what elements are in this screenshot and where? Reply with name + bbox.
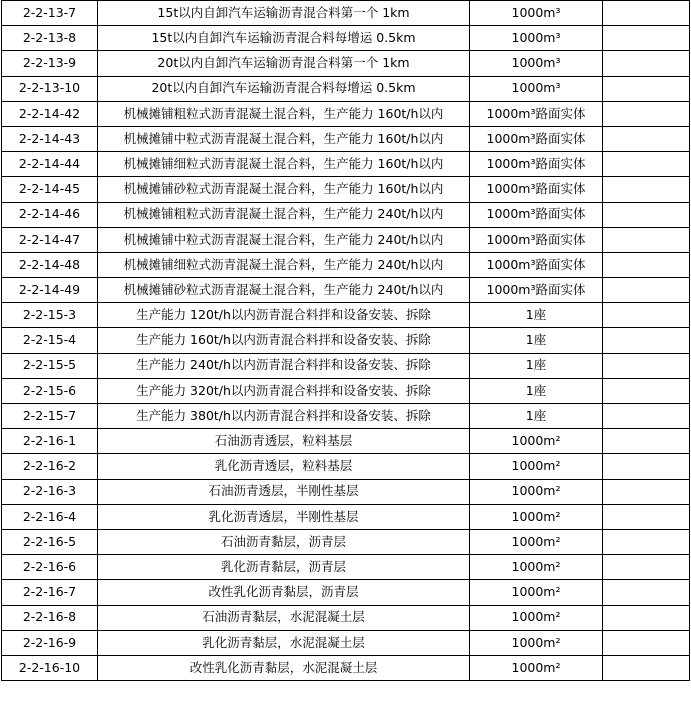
row-unit: 1座 <box>470 303 603 328</box>
table-row <box>2 378 690 403</box>
row-empty-cell <box>603 580 690 605</box>
row-unit: 1000m² <box>470 504 603 529</box>
row-unit: 1000m² <box>470 655 603 680</box>
table-row <box>2 529 690 554</box>
row-name: 乳化沥青透层，半刚性基层 <box>98 504 470 529</box>
row-unit: 1000m² <box>470 454 603 479</box>
row-empty-cell <box>603 404 690 429</box>
row-unit: 1000m³路面实体 <box>470 177 603 202</box>
table-row <box>2 76 690 101</box>
row-name: 机械摊铺粗粒式沥青混凝土混合料，生产能力 240t/h以内 <box>98 202 470 227</box>
row-empty-cell <box>603 303 690 328</box>
row-code: 2-2-16-10 <box>2 655 98 680</box>
table-row <box>2 404 690 429</box>
row-empty-cell <box>603 252 690 277</box>
row-code: 2-2-14-49 <box>2 278 98 303</box>
row-name: 石油沥青透层，粒料基层 <box>98 429 470 454</box>
row-empty-cell <box>603 454 690 479</box>
row-name: 15t以内自卸汽车运输沥青混合料每增运 0.5km <box>98 26 470 51</box>
row-code: 2-2-14-45 <box>2 177 98 202</box>
table-row <box>2 479 690 504</box>
row-code: 2-2-16-2 <box>2 454 98 479</box>
table-row <box>2 152 690 177</box>
row-code: 2-2-16-1 <box>2 429 98 454</box>
row-code: 2-2-16-3 <box>2 479 98 504</box>
row-unit: 1000m³路面实体 <box>470 252 603 277</box>
row-code: 2-2-15-3 <box>2 303 98 328</box>
row-unit: 1座 <box>470 378 603 403</box>
row-code: 2-2-15-4 <box>2 328 98 353</box>
table-row <box>2 177 690 202</box>
row-unit: 1000m³ <box>470 76 603 101</box>
table-row <box>2 504 690 529</box>
row-unit: 1000m² <box>470 479 603 504</box>
row-code: 2-2-16-4 <box>2 504 98 529</box>
row-name: 乳化沥青透层，粒料基层 <box>98 454 470 479</box>
row-name: 改性乳化沥青黏层，水泥混凝土层 <box>98 655 470 680</box>
row-name: 乳化沥青黏层，水泥混凝土层 <box>98 630 470 655</box>
row-unit: 1000m³路面实体 <box>470 227 603 252</box>
row-empty-cell <box>603 126 690 151</box>
row-code: 2-2-15-5 <box>2 353 98 378</box>
row-name: 石油沥青黏层，水泥混凝土层 <box>98 605 470 630</box>
table-row <box>2 580 690 605</box>
row-name: 20t以内自卸汽车运输沥青混合料第一个 1km <box>98 51 470 76</box>
row-code: 2-2-14-43 <box>2 126 98 151</box>
row-unit: 1000m³路面实体 <box>470 202 603 227</box>
row-name: 机械摊铺中粒式沥青混凝土混合料，生产能力 160t/h以内 <box>98 126 470 151</box>
row-name: 石油沥青黏层，沥青层 <box>98 529 470 554</box>
table-row <box>2 227 690 252</box>
row-name: 石油沥青透层，半刚性基层 <box>98 479 470 504</box>
table-row <box>2 126 690 151</box>
row-name: 生产能力 240t/h以内沥青混合料拌和设备安装、拆除 <box>98 353 470 378</box>
row-empty-cell <box>603 227 690 252</box>
row-code: 2-2-14-46 <box>2 202 98 227</box>
row-code: 2-2-13-7 <box>2 1 98 26</box>
table-row <box>2 605 690 630</box>
quota-table <box>1 0 690 681</box>
row-unit: 1000m² <box>470 529 603 554</box>
row-empty-cell <box>603 177 690 202</box>
row-empty-cell <box>603 152 690 177</box>
row-name: 机械摊铺细粒式沥青混凝土混合料，生产能力 240t/h以内 <box>98 252 470 277</box>
row-name: 生产能力 160t/h以内沥青混合料拌和设备安装、拆除 <box>98 328 470 353</box>
row-empty-cell <box>603 51 690 76</box>
row-empty-cell <box>603 504 690 529</box>
row-name: 15t以内自卸汽车运输沥青混合料第一个 1km <box>98 1 470 26</box>
row-unit: 1座 <box>470 404 603 429</box>
table-row <box>2 252 690 277</box>
table-row <box>2 353 690 378</box>
table-row <box>2 202 690 227</box>
table-row <box>2 655 690 680</box>
row-code: 2-2-15-7 <box>2 404 98 429</box>
row-empty-cell <box>603 76 690 101</box>
row-name: 生产能力 380t/h以内沥青混合料拌和设备安装、拆除 <box>98 404 470 429</box>
row-unit: 1000m³ <box>470 26 603 51</box>
table-row <box>2 278 690 303</box>
row-name: 乳化沥青黏层，沥青层 <box>98 555 470 580</box>
row-unit: 1000m² <box>470 555 603 580</box>
row-name: 生产能力 120t/h以内沥青混合料拌和设备安装、拆除 <box>98 303 470 328</box>
row-empty-cell <box>603 655 690 680</box>
row-empty-cell <box>603 630 690 655</box>
table-row <box>2 51 690 76</box>
row-name: 生产能力 320t/h以内沥青混合料拌和设备安装、拆除 <box>98 378 470 403</box>
quota-table-body <box>2 1 690 681</box>
row-empty-cell <box>603 429 690 454</box>
table-row <box>2 328 690 353</box>
row-code: 2-2-16-9 <box>2 630 98 655</box>
row-empty-cell <box>603 328 690 353</box>
row-code: 2-2-13-10 <box>2 76 98 101</box>
table-row <box>2 454 690 479</box>
row-unit: 1000m³路面实体 <box>470 152 603 177</box>
row-empty-cell <box>603 202 690 227</box>
row-code: 2-2-13-8 <box>2 26 98 51</box>
row-name: 机械摊铺粗粒式沥青混凝土混合料，生产能力 160t/h以内 <box>98 101 470 126</box>
row-code: 2-2-14-42 <box>2 101 98 126</box>
row-unit: 1000m³ <box>470 1 603 26</box>
row-unit: 1000m³路面实体 <box>470 278 603 303</box>
row-unit: 1000m² <box>470 580 603 605</box>
row-empty-cell <box>603 479 690 504</box>
table-row <box>2 303 690 328</box>
row-empty-cell <box>603 101 690 126</box>
row-name: 改性乳化沥青黏层，沥青层 <box>98 580 470 605</box>
row-code: 2-2-16-6 <box>2 555 98 580</box>
row-empty-cell <box>603 555 690 580</box>
row-unit: 1000m² <box>470 630 603 655</box>
table-row <box>2 101 690 126</box>
row-unit: 1座 <box>470 353 603 378</box>
table-row <box>2 1 690 26</box>
row-empty-cell <box>603 605 690 630</box>
row-code: 2-2-16-5 <box>2 529 98 554</box>
row-unit: 1000m² <box>470 429 603 454</box>
row-empty-cell <box>603 529 690 554</box>
row-empty-cell <box>603 26 690 51</box>
row-code: 2-2-14-47 <box>2 227 98 252</box>
table-row <box>2 26 690 51</box>
row-unit: 1座 <box>470 328 603 353</box>
row-empty-cell <box>603 1 690 26</box>
row-unit: 1000m² <box>470 605 603 630</box>
table-row <box>2 429 690 454</box>
row-code: 2-2-16-7 <box>2 580 98 605</box>
table-row <box>2 630 690 655</box>
row-empty-cell <box>603 278 690 303</box>
row-name: 机械摊铺砂粒式沥青混凝土混合料，生产能力 240t/h以内 <box>98 278 470 303</box>
row-code: 2-2-13-9 <box>2 51 98 76</box>
row-unit: 1000m³ <box>470 51 603 76</box>
row-code: 2-2-16-8 <box>2 605 98 630</box>
table-row <box>2 555 690 580</box>
row-name: 机械摊铺砂粒式沥青混凝土混合料，生产能力 160t/h以内 <box>98 177 470 202</box>
row-unit: 1000m³路面实体 <box>470 101 603 126</box>
row-code: 2-2-14-44 <box>2 152 98 177</box>
row-empty-cell <box>603 353 690 378</box>
row-name: 机械摊铺中粒式沥青混凝土混合料，生产能力 240t/h以内 <box>98 227 470 252</box>
row-code: 2-2-14-48 <box>2 252 98 277</box>
row-name: 机械摊铺细粒式沥青混凝土混合料，生产能力 160t/h以内 <box>98 152 470 177</box>
row-code: 2-2-15-6 <box>2 378 98 403</box>
row-empty-cell <box>603 378 690 403</box>
row-unit: 1000m³路面实体 <box>470 126 603 151</box>
row-name: 20t以内自卸汽车运输沥青混合料每增运 0.5km <box>98 76 470 101</box>
